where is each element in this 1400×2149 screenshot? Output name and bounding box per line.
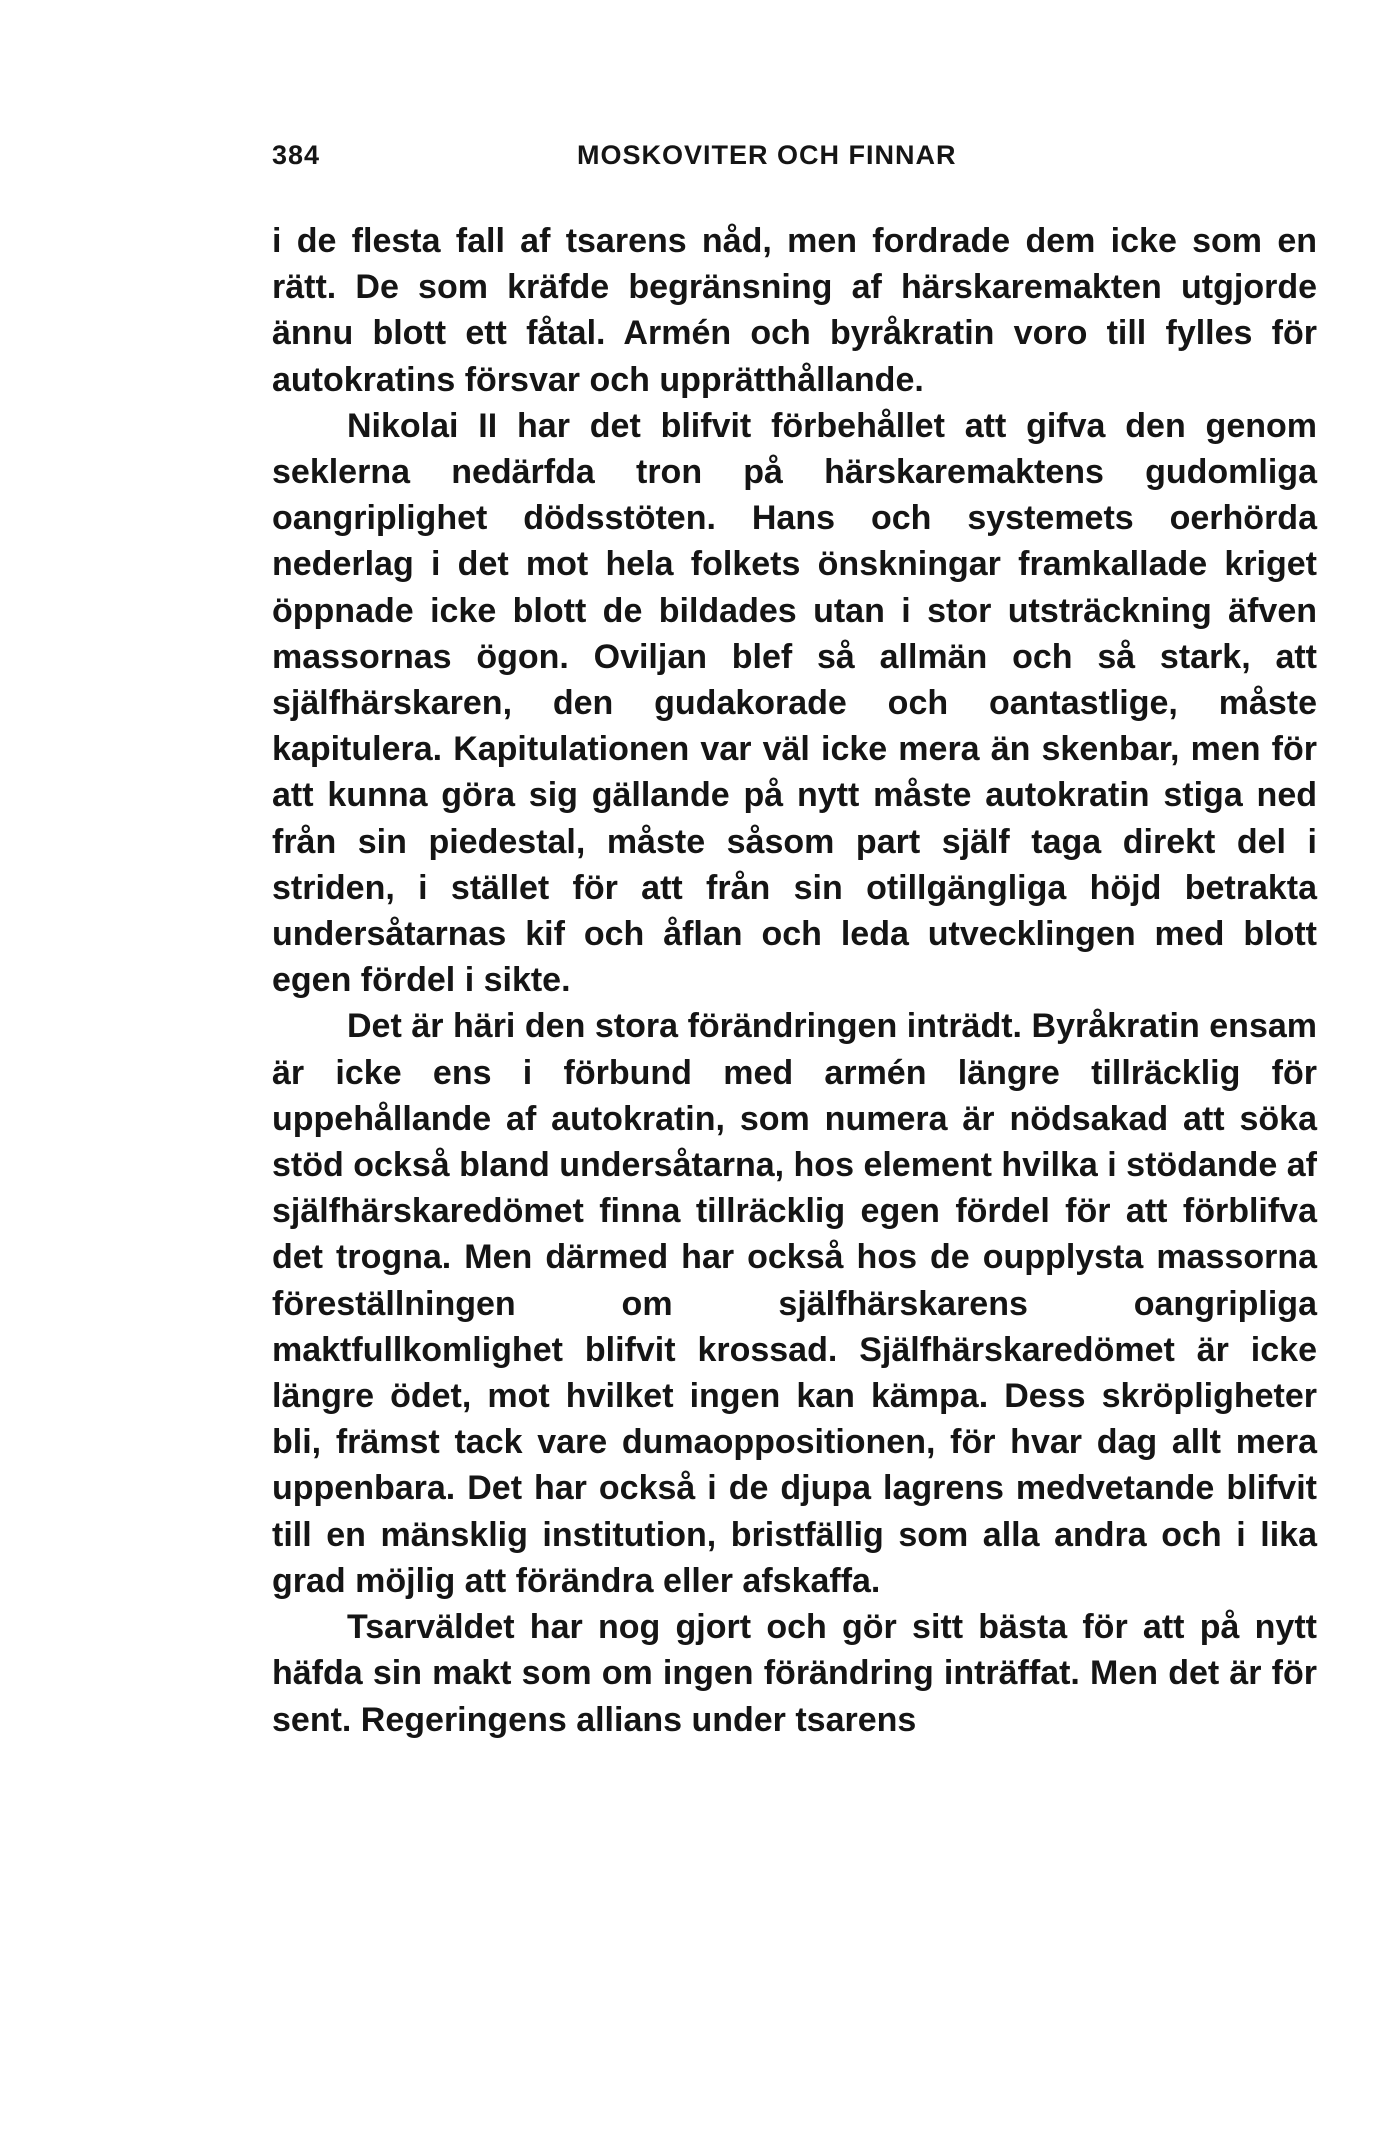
paragraph-nikolai: Nikolai II har det blifvit förbehållet att gifva den genom seklerna nedärfda tron på härskaremaktens gudomliga oangriplighet dödsstöten. Hans och systemets oerhörda nederlag i det mot hela folkets önskningar framkallade kriget öppnade icke blott de bildades utan i stor utsträckning äfven massornas ögon. Oviljan blef så allmän och så stark, att själfhärskaren, den gudakorade och oantastlige, måste kapitulera. Kapitulationen var väl icke mera än skenbar, men för att kunna göra sig gällande på nytt måste autokratin stiga ned från sin piedestal, måste såsom part själf taga direkt del i striden, i stället för att från sin otillgängliga höjd betrakta undersåtarnas kif och åflan och leda utvecklingen med blott egen fördel i sikte. [272, 406, 1317, 1000]
page-number: 384 [272, 140, 321, 170]
running-title: MOSKOVITER OCH FINNAR [577, 140, 957, 170]
paragraph-change: Det är häri den stora förändringen inträdt. Byråkratin ensam är icke ens i förbund med armén längre tillräcklig för uppehållande af autokratin, som numera är nödsakad att söka stöd också bland undersåtarna, hos element hvilka i stödande af själfhärskaredömet finna tillräcklig egen fördel för att förblifva det trogna. Men därmed har också hos de oupplysta massorna föreställningen om själfhärskarens oangripliga maktfullkomlighet blifvit krossad. Själfhärskaredömet är icke längre ödet, mot hvilket ingen kan kämpa. Dess skröpligheter bli, främst tack vare dumaoppositionen, för hvar dag allt mera uppenbara. Det har också i de djupa lagrens medvetande blifvit till en mänsklig institution, bristfällig som alla andra och i lika grad möjlig att förändra eller afskaffa. [272, 1007, 1317, 1600]
body-text [272, 218, 1317, 1743]
running-head [272, 140, 1317, 180]
book-page [272, 140, 1317, 1743]
paragraph-tsardom: Tsarväldet har nog gjort och gör sitt bästa för att på nytt häfda sin makt som om ingen förändring inträffat. Men det är för sent. Regeringens allians under tsarens [272, 1608, 1317, 1739]
paragraph-continued: i de flesta fall af tsarens nåd, men fordrade dem icke som en rätt. De som kräfde begränsning af härskaremakten utgjorde ännu blott ett fåtal. Armén och byråkratin voro till fylles för autokratins försvar och upprätthållande. [272, 222, 1317, 399]
